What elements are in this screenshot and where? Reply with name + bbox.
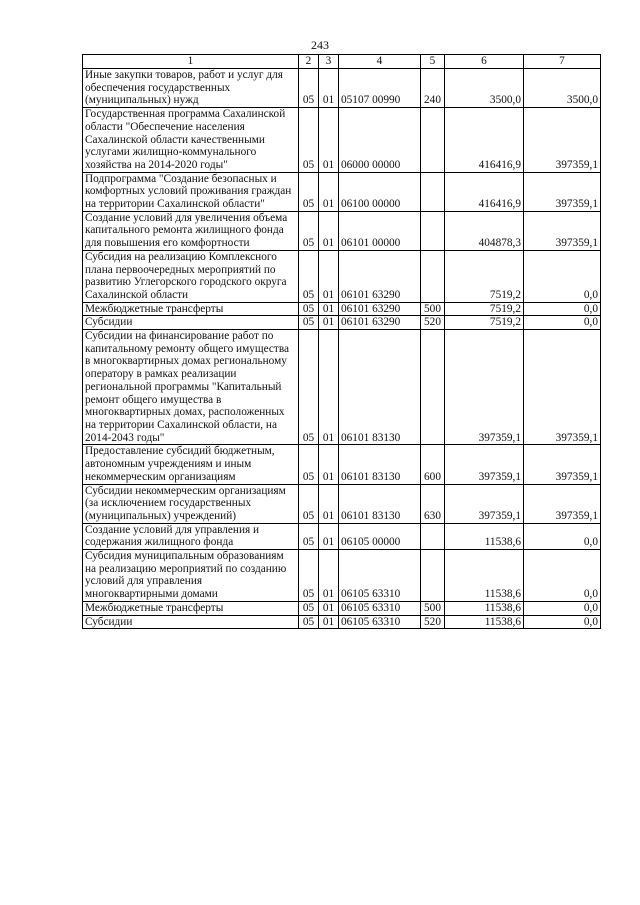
row-amount-1: 11538,6 <box>445 550 524 602</box>
table-row <box>83 302 601 316</box>
table-row <box>83 108 601 173</box>
row-subsection: 01 <box>319 69 339 108</box>
row-amount-2: 0,0 <box>524 601 601 615</box>
row-section: 05 <box>299 445 319 484</box>
row-section: 05 <box>299 316 319 330</box>
table-row <box>83 330 601 445</box>
table-row <box>83 250 601 302</box>
row-name: Субсидии на финансирование работ по капитальному ремонту общего имущества в многоквартирных домах региональному оператору в рамках реализации региональной программы "Капитальный ремонт общего имущества в многоквартирных домах, расположенных на территории Сахалинской области, на 2014-2043 годы" <box>83 330 299 445</box>
row-target-code: 05107 00990 <box>339 69 421 108</box>
row-expense-type: 520 <box>421 316 445 330</box>
row-subsection: 01 <box>319 550 339 602</box>
row-section: 05 <box>299 523 319 549</box>
row-subsection: 01 <box>319 601 339 615</box>
row-expense-type <box>421 172 445 211</box>
row-target-code: 06101 00000 <box>339 211 421 250</box>
row-amount-1: 11538,6 <box>445 615 524 629</box>
row-name: Субсидия на реализацию Комплексного плана первоочередных мероприятий по развитию Углегорского городского округа Сахалинской области <box>83 250 299 302</box>
row-amount-2: 0,0 <box>524 523 601 549</box>
row-target-code: 06100 00000 <box>339 172 421 211</box>
row-amount-1: 397359,1 <box>445 484 524 523</box>
row-target-code: 06101 83130 <box>339 330 421 445</box>
row-target-code: 06101 83130 <box>339 445 421 484</box>
row-section: 05 <box>299 330 319 445</box>
row-subsection: 01 <box>319 615 339 629</box>
table-row <box>83 523 601 549</box>
table-row <box>83 69 601 108</box>
row-amount-1: 3500,0 <box>445 69 524 108</box>
row-target-code: 06101 63290 <box>339 302 421 316</box>
row-name: Создание условий для увеличения объема капитального ремонта жилищного фонда для повышения его комфортности <box>83 211 299 250</box>
table-row <box>83 550 601 602</box>
row-amount-1: 11538,6 <box>445 601 524 615</box>
table-row <box>83 601 601 615</box>
row-amount-1: 7519,2 <box>445 302 524 316</box>
row-amount-2: 0,0 <box>524 615 601 629</box>
row-section: 05 <box>299 601 319 615</box>
row-amount-2: 0,0 <box>524 250 601 302</box>
row-amount-2: 397359,1 <box>524 211 601 250</box>
row-amount-2: 397359,1 <box>524 484 601 523</box>
row-section: 05 <box>299 615 319 629</box>
column-header: 3 <box>319 55 339 69</box>
row-section: 05 <box>299 211 319 250</box>
row-amount-2: 0,0 <box>524 550 601 602</box>
row-amount-1: 416416,9 <box>445 172 524 211</box>
row-amount-1: 416416,9 <box>445 108 524 173</box>
row-section: 05 <box>299 108 319 173</box>
row-name: Государственная программа Сахалинской области "Обеспечение населения Сахалинской области качественными услугами жилищно-коммунального хозяйства на 2014-2020 годы" <box>83 108 299 173</box>
budget-table <box>82 54 601 629</box>
row-amount-1: 7519,2 <box>445 316 524 330</box>
table-row <box>83 445 601 484</box>
row-section: 05 <box>299 250 319 302</box>
page-number: 243 <box>311 38 329 52</box>
row-name: Субсидия муниципальным образованиям на реализацию мероприятий по созданию условий для управления многоквартирными домами <box>83 550 299 602</box>
row-target-code: 06101 83130 <box>339 484 421 523</box>
row-subsection: 01 <box>319 211 339 250</box>
column-header: 1 <box>83 55 299 69</box>
row-name: Подпрограмма "Создание безопасных и комфортных условий проживания граждан на территории Сахалинской области" <box>83 172 299 211</box>
row-subsection: 01 <box>319 316 339 330</box>
row-subsection: 01 <box>319 330 339 445</box>
row-amount-1: 11538,6 <box>445 523 524 549</box>
row-amount-1: 397359,1 <box>445 330 524 445</box>
table-row <box>83 211 601 250</box>
row-target-code: 06105 00000 <box>339 523 421 549</box>
row-amount-1: 397359,1 <box>445 445 524 484</box>
row-target-code: 06101 63290 <box>339 250 421 302</box>
row-expense-type: 600 <box>421 445 445 484</box>
row-amount-1: 404878,3 <box>445 211 524 250</box>
row-section: 05 <box>299 69 319 108</box>
row-name: Субсидии <box>83 316 299 330</box>
row-section: 05 <box>299 172 319 211</box>
row-expense-type: 500 <box>421 601 445 615</box>
row-subsection: 01 <box>319 523 339 549</box>
column-header: 5 <box>421 55 445 69</box>
row-name: Предоставление субсидий бюджетным, автономным учреждениям и иным некоммерческим организациям <box>83 445 299 484</box>
row-subsection: 01 <box>319 445 339 484</box>
row-expense-type: 500 <box>421 302 445 316</box>
row-name: Субсидии некоммерческим организациям (за исключением государственных (муниципальных) учреждений) <box>83 484 299 523</box>
row-expense-type <box>421 250 445 302</box>
row-amount-1: 7519,2 <box>445 250 524 302</box>
column-header: 2 <box>299 55 319 69</box>
row-expense-type <box>421 108 445 173</box>
row-target-code: 06105 63310 <box>339 550 421 602</box>
row-expense-type: 240 <box>421 69 445 108</box>
row-target-code: 06101 63290 <box>339 316 421 330</box>
row-name: Создание условий для управления и содержания жилищного фонда <box>83 523 299 549</box>
row-section: 05 <box>299 302 319 316</box>
table-row <box>83 484 601 523</box>
row-section: 05 <box>299 484 319 523</box>
row-target-code: 06105 63310 <box>339 601 421 615</box>
row-subsection: 01 <box>319 172 339 211</box>
row-expense-type <box>421 550 445 602</box>
row-amount-2: 397359,1 <box>524 108 601 173</box>
row-expense-type <box>421 211 445 250</box>
table-row <box>83 615 601 629</box>
table-row <box>83 172 601 211</box>
table-row <box>83 316 601 330</box>
table-header-row <box>83 55 601 69</box>
row-expense-type: 630 <box>421 484 445 523</box>
row-amount-2: 0,0 <box>524 302 601 316</box>
row-name: Иные закупки товаров, работ и услуг для обеспечения государственных (муниципальных) нужд <box>83 69 299 108</box>
row-amount-2: 397359,1 <box>524 330 601 445</box>
row-expense-type <box>421 330 445 445</box>
row-amount-2: 397359,1 <box>524 172 601 211</box>
row-subsection: 01 <box>319 302 339 316</box>
row-target-code: 06000 00000 <box>339 108 421 173</box>
row-subsection: 01 <box>319 108 339 173</box>
row-amount-2: 0,0 <box>524 316 601 330</box>
row-amount-2: 397359,1 <box>524 445 601 484</box>
row-target-code: 06105 63310 <box>339 615 421 629</box>
row-subsection: 01 <box>319 484 339 523</box>
row-section: 05 <box>299 550 319 602</box>
column-header: 4 <box>339 55 421 69</box>
row-name: Межбюджетные трансферты <box>83 302 299 316</box>
row-expense-type: 520 <box>421 615 445 629</box>
row-subsection: 01 <box>319 250 339 302</box>
row-name: Субсидии <box>83 615 299 629</box>
column-header: 6 <box>445 55 524 69</box>
row-amount-2: 3500,0 <box>524 69 601 108</box>
row-name: Межбюджетные трансферты <box>83 601 299 615</box>
column-header: 7 <box>524 55 601 69</box>
row-expense-type <box>421 523 445 549</box>
